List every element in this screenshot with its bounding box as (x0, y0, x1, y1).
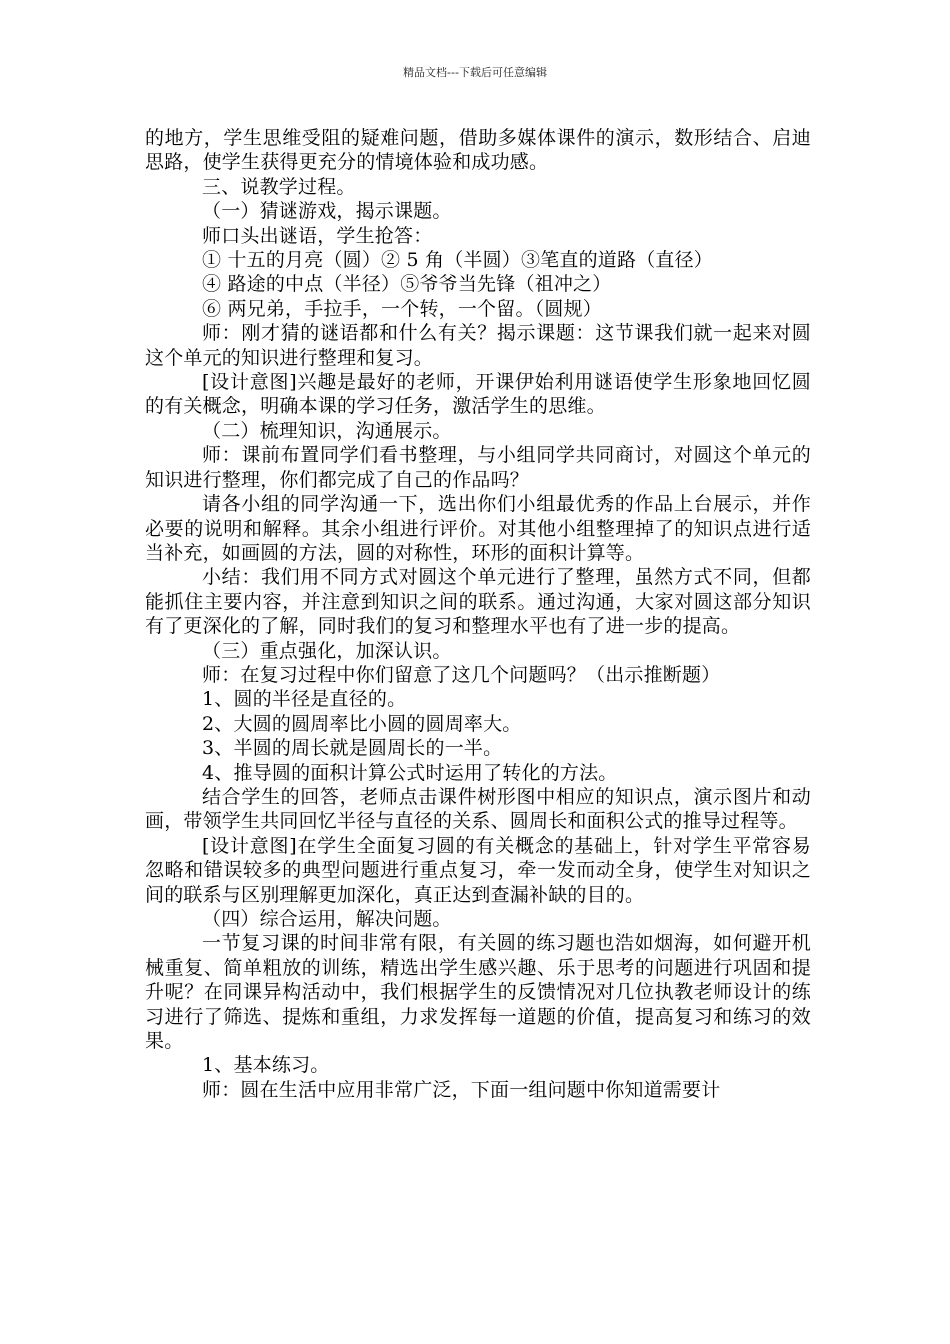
paragraph: 三、说教学过程。 (202, 175, 356, 198)
paragraph: 师：刚才猜的谜语都和什么有关？揭示课题：这节课我们就一起来对圆这个单元的知识进行整理和复习。 (145, 322, 811, 369)
paragraph: 1、基本练习。 (202, 1054, 330, 1077)
paragraph: [设计意图]兴趣是最好的老师，开课伊始利用谜语使学生形象地回忆圆的有关概念，明确本课的学习任务，激活学生的思维。 (145, 371, 811, 418)
paragraph: （一）猜谜游戏，揭示课题。 (202, 200, 452, 223)
paragraph: 师：在复习过程中你们留意了这几个问题吗？（出示推断题） (202, 663, 721, 686)
paragraph: 师：课前布置同学们看书整理，与小组同学共同商讨，对圆这个单元的知识进行整理，你们都完成了自己的作品吗？ (145, 444, 811, 491)
paragraph: （三）重点强化，加深认识。 (202, 639, 452, 662)
paragraph: 结合学生的回答，老师点击课件树形图中相应的知识点，演示图片和动画，带领学生共同回忆半径与直径的关系、圆周长和面积公式的推导过程等。 (145, 785, 811, 833)
document-body (145, 126, 811, 1102)
paragraph: ⑥ 两兄弟，手拉手，一个转，一个留。（圆规） (202, 297, 602, 320)
paragraph: 师：圆在生活中应用非常广泛，下面一组问题中你知道需要计 (202, 1078, 721, 1101)
paragraph: 小结：我们用不同方式对圆这个单元进行了整理，虽然方式不同，但都能抓住主要内容，并注意到知识之间的联系。通过沟通，大家对圆这部分知识有了更深化的了解，同时我们的复习和整理水平也有了进一步的提高。 (145, 566, 811, 638)
paragraph: [设计意图]在学生全面复习圆的有关概念的基础上，针对学生平常容易忽略和错误较多的典型问题进行重点复习，牵一发而动全身，使学生对知识之间的联系与区别理解更加深化，真正达到查漏补缺的目的。 (145, 834, 811, 906)
paragraph: 师口头出谜语，学生抢答： (202, 224, 433, 247)
paragraph: 1、圆的半径是直径的。 (202, 688, 407, 711)
paragraph: 一节复习课的时间非常有限，有关圆的练习题也浩如烟海，如何避开机械重复、简单粗放的训练，精选出学生感兴趣、乐于思考的问题进行巩固和提升呢？在同课异构活动中，我们根据学生的反馈情况对几位执教老师设计的练习进行了筛选、提炼和重组，力求发挥每一道题的价值，提高复习和练习的效果。 (145, 932, 811, 1053)
paragraph: （四）综合运用，解决问题。 (202, 908, 452, 930)
paragraph: 4、推导圆的面积计算公式时运用了转化的方法。 (202, 761, 618, 784)
paragraph: 请各小组的同学沟通一下，选出你们小组最优秀的作品上台展示，并作必要的说明和解释。其余小组进行评价。对其他小组整理掉了的知识点进行适当补充，如画圆的方法，圆的对称性，环形的面积计算等。 (145, 493, 811, 564)
paragraph: 的地方，学生思维受阻的疑难问题，借助多媒体课件的演示，数形结合、启迪思路，使学生获得更充分的情境体验和成功感。 (145, 127, 811, 174)
paragraph: 3、半圆的周长就是圆周长的一半。 (202, 737, 503, 760)
page-header: 精品文档---下载后可任意编辑 (403, 66, 547, 79)
paragraph: 2、大圆的圆周率比小圆的圆周率大。 (202, 712, 522, 735)
paragraph: ① 十五的月亮（圆）② 5 角（半圆）③笔直的道路（直径） (202, 249, 714, 272)
paragraph: （二）梳理知识，沟通展示。 (202, 419, 452, 442)
paragraph: ④ 路途的中点（半径）⑤爷爷当先锋（祖冲之） (202, 273, 612, 296)
